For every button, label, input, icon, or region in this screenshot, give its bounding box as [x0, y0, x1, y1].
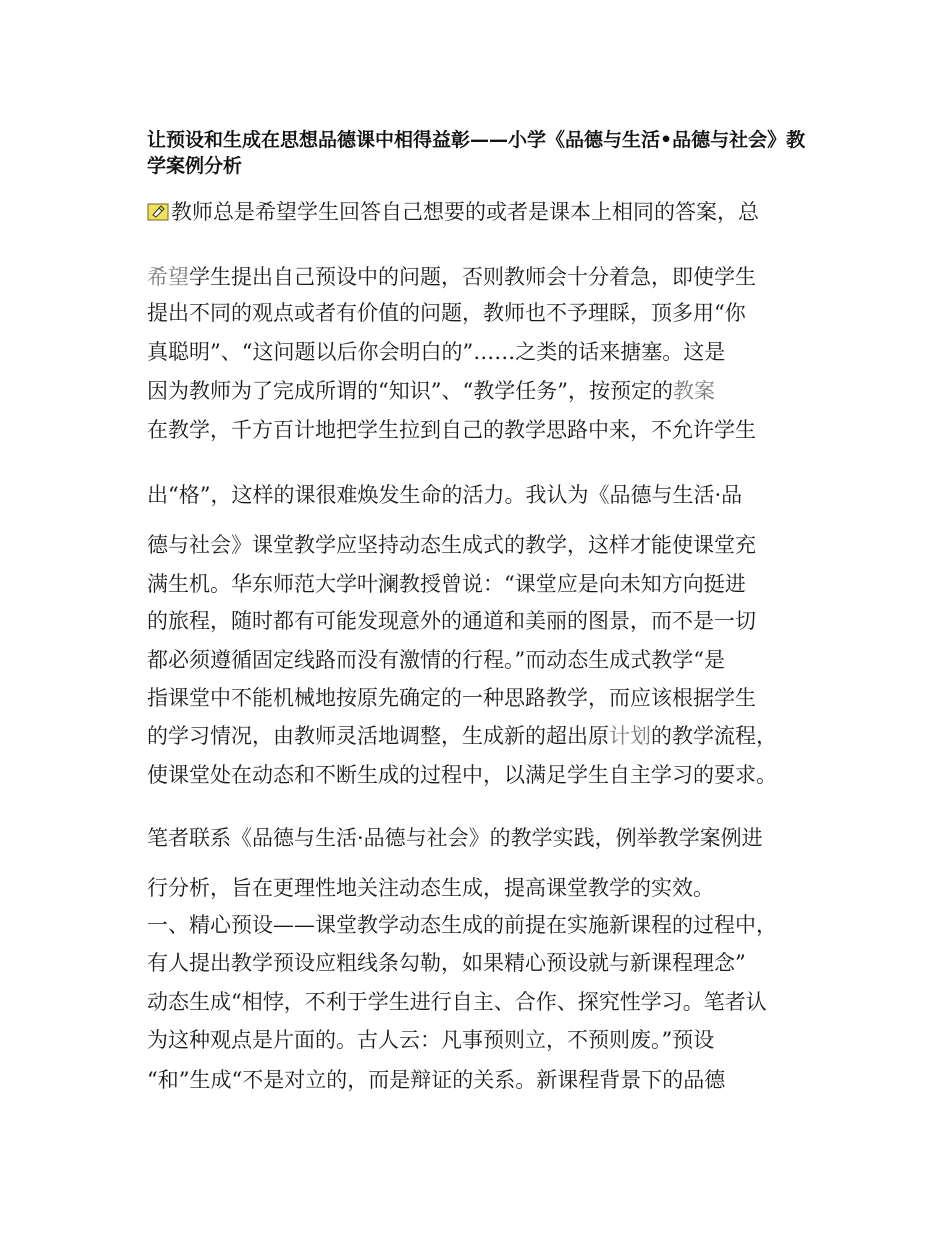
text-line — [147, 823, 827, 853]
text-line — [147, 1025, 827, 1055]
text-line — [147, 948, 827, 978]
text-line — [147, 569, 827, 599]
text-segment: 学生提出自己预设中的问题，否则教师会十分着急，即使学生 — [189, 265, 756, 289]
document-title: 让预设和生成在思想品德课中相得益彰——小学《品德与生活•品德与社会》教学案例分析 — [147, 129, 806, 177]
text-segment: “和”生成“不是对立的，而是辩证的关系。新课程背景下的品德 — [147, 1068, 726, 1092]
text-line — [147, 480, 827, 510]
text-segment: 使课堂处在动态和不断生成的过程中，以满足学生自主学习的要求。 — [147, 763, 777, 787]
text-line — [147, 298, 827, 328]
text-line — [147, 987, 827, 1017]
text-segment: 行分析，旨在更理性地关注动态生成，提高课堂教学的实效。 — [147, 876, 714, 900]
text-line — [147, 1065, 827, 1095]
text-segment: 指课堂中不能机械地按原先确定的一种思路教学，而应该根据学生 — [147, 686, 756, 710]
text-line — [147, 645, 827, 675]
text-segment: 满生机。华东师范大学叶澜教授曾说：“课堂应是向未知方向挺进 — [147, 572, 746, 596]
text-line — [147, 376, 827, 406]
text-segment: 一、精心预设——课堂教学动态生成的前提在实施新课程的过程中， — [147, 913, 777, 937]
text-segment: 笔者联系《品德与生活·品德与社会》的教学实践，例举教学案例进 — [147, 826, 763, 850]
text-segment: 的旅程，随时都有可能发现意外的通道和美丽的图景，而不是一切 — [147, 609, 756, 633]
text-segment: 因为教师为了完成所谓的“知识”、“教学任务”，按预定的 — [147, 379, 673, 403]
text-segment: 有人提出教学预设应粗线条勾勒，如果精心预设就与新课程理念” — [147, 951, 746, 975]
text-line — [147, 721, 827, 751]
text-line — [147, 262, 827, 292]
text-segment: 提出不同的观点或者有价值的问题，教师也不予理睬，顶多用“你 — [147, 301, 746, 325]
text-segment: 为这种观点是片面的。古人云：凡事预则立，不预则废。”预设 — [147, 1028, 715, 1052]
text-line — [147, 415, 827, 445]
note-annotation-icon[interactable] — [147, 200, 169, 220]
text-line — [147, 197, 827, 227]
text-line — [147, 873, 827, 903]
text-line — [147, 530, 827, 560]
text-segment: 的教学流程， — [651, 724, 777, 748]
text-segment: 都必须遵循固定线路而没有激情的行程。”而动态生成式教学“是 — [147, 648, 725, 672]
text-segment: 希望 — [147, 265, 189, 289]
text-line — [147, 910, 827, 940]
text-segment: 的学习情况，由教师灵活地调整，生成新的超出原 — [147, 724, 609, 748]
text-segment: 出“格”，这样的课很难焕发生命的活力。我认为《品德与生活·品 — [147, 483, 743, 507]
text-segment: 动态生成“相悖，不利于学生进行自主、合作、探究性学习。笔者认 — [147, 990, 767, 1014]
text-segment: 真聪明”、“这问题以后你会明白的”……之类的话来搪塞。这是 — [147, 340, 726, 364]
text-segment: 计划 — [609, 724, 651, 748]
text-line — [147, 337, 827, 367]
text-line — [147, 760, 827, 790]
text-segment: 教师总是希望学生回答自己想要的或者是课本上相同的答案，总 — [171, 200, 759, 224]
text-line — [147, 606, 827, 636]
text-segment: 德与社会》课堂教学应坚持动态生成式的教学，这样才能使课堂充 — [147, 533, 756, 557]
text-segment: 教案 — [672, 379, 715, 403]
text-segment: 在教学，千方百计地把学生拉到自己的教学思路中来，不允许学生 — [147, 418, 756, 442]
text-line — [147, 683, 827, 713]
